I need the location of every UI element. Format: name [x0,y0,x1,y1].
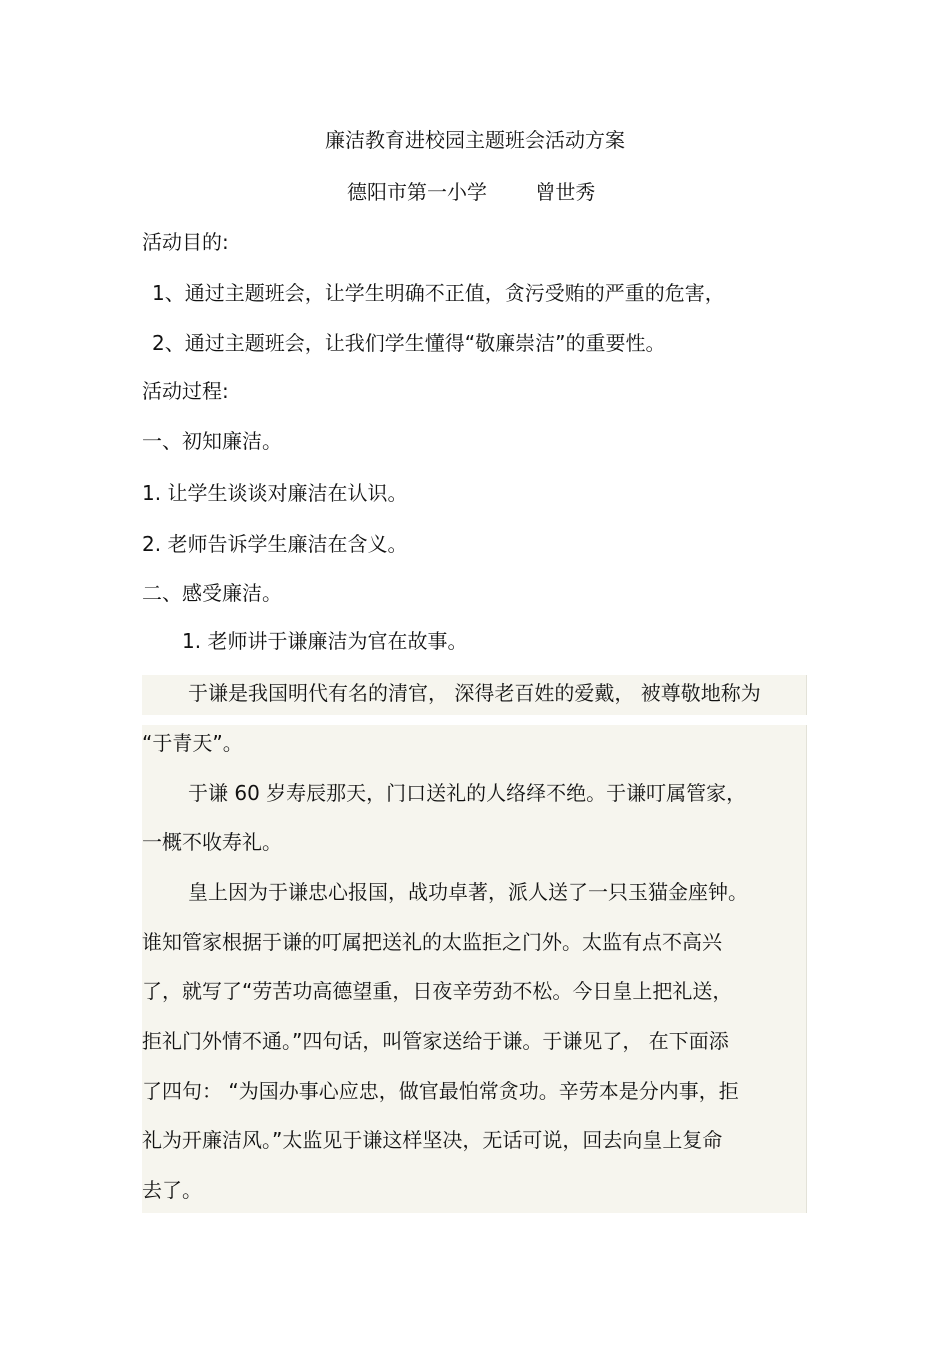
goal-item: 2、通过主题班会，让我们学生懂得“敬廉崇洁”的重要性。 [152,331,666,355]
goal-heading: 活动目的: [142,230,229,254]
story-line: 礼为开廉洁风。”太监见于谦这样坚决，无话可说，回去向皇上复命 [142,1128,723,1152]
story-line: 了，就写了“劳苦功高德望重，日夜辛劳劲不松。今日皇上把礼送， [142,979,733,1003]
story-line: 了四句： “为国办事心应忠，做官最怕常贪功。辛劳本是分内事，拒 [142,1079,739,1103]
section-item: 1. 让学生谈谈对廉洁在认识。 [142,481,408,505]
story-line: 谁知管家根据于谦的叮属把送礼的太监拒之门外。太监有点不高兴 [142,930,722,954]
story-line: 于谦 60 岁寿辰那天，门口送礼的人络绎不绝。于谦叮属管家， [188,781,747,805]
section-heading: 一、初知廉洁。 [142,429,282,453]
page-title: 廉洁教育进校园主题班会活动方案 [325,128,625,152]
story-line: 拒礼门外情不通。”四句话，叫管家送给于谦。于谦见了， 在下面添 [142,1029,729,1053]
subtitle-line [347,179,595,205]
story-line: 一概不收寿礼。 [142,830,282,854]
story-line: “于青天”。 [142,731,243,755]
story-line: 于谦是我国明代有名的清官， 深得老百姓的爱戴， 被尊敬地称为 [188,681,761,705]
author-name: 曾世秀 [535,180,596,204]
school-name: 德阳市第一小学 [347,180,487,204]
section-heading: 二、感受廉洁。 [142,581,282,605]
process-heading: 活动过程: [142,379,229,403]
story-line: 皇上因为于谦忠心报国，战功卓著，派人送了一只玉猫金座钟。 [188,880,748,904]
section-item: 1. 老师讲于谦廉洁为官在故事。 [182,629,468,653]
section-item: 2. 老师告诉学生廉洁在含义。 [142,532,408,556]
story-line: 去了。 [142,1178,202,1202]
goal-item: 1、通过主题班会，让学生明确不正值，贪污受贿的严重的危害， [152,281,725,305]
